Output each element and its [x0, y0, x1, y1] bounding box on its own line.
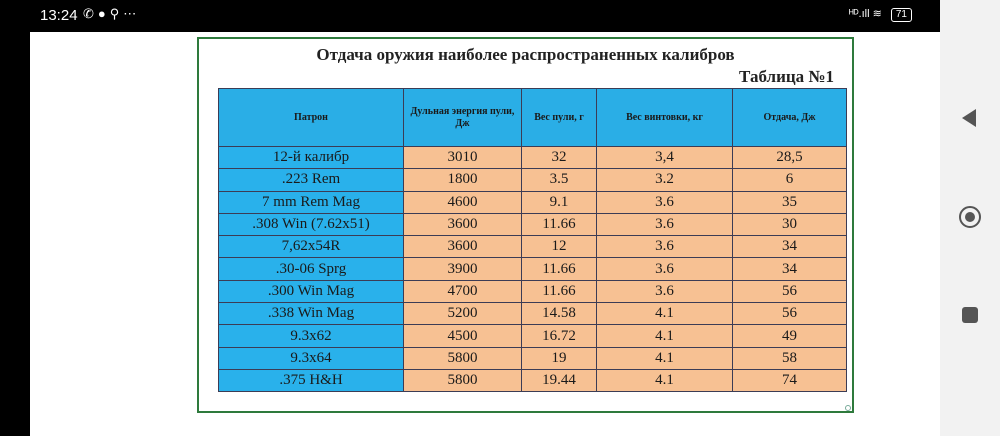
- back-icon[interactable]: [962, 109, 976, 127]
- value-cell: 4.1: [597, 369, 733, 391]
- embedded-table-image[interactable]: [197, 37, 854, 413]
- value-cell: 3.5: [522, 169, 597, 191]
- value-cell: 11.66: [522, 280, 597, 302]
- table-row: [219, 303, 847, 325]
- image-subtitle: Таблица №1: [739, 67, 834, 86]
- table-row: [219, 325, 847, 347]
- battery-icon: 71: [891, 8, 912, 22]
- value-cell: 14.58: [522, 303, 597, 325]
- wifi-icon: ≋: [872, 8, 882, 20]
- table-row: [219, 147, 847, 169]
- cartridge-cell: .338 Win Mag: [219, 303, 404, 325]
- value-cell: 1800: [404, 169, 522, 191]
- value-cell: 74: [733, 369, 847, 391]
- value-cell: 19.44: [522, 369, 597, 391]
- resize-handle-icon: [845, 405, 851, 411]
- table-row: [219, 236, 847, 258]
- message-icon: ●: [97, 6, 110, 21]
- cartridge-cell: .223 Rem: [219, 169, 404, 191]
- value-cell: 11.66: [522, 258, 597, 280]
- table-body: [219, 147, 847, 392]
- value-cell: 4700: [404, 280, 522, 302]
- value-cell: 11.66: [522, 213, 597, 235]
- value-cell: 3.6: [597, 280, 733, 302]
- whatsapp-icon: ✆: [83, 6, 98, 21]
- value-cell: 4.1: [597, 303, 733, 325]
- system-icons: [849, 7, 912, 22]
- column-header: Вес винтовки, кг: [597, 89, 733, 147]
- table-row: [219, 213, 847, 235]
- table-row: [219, 169, 847, 191]
- signal-icon: ᴴᴰ.ıll: [848, 8, 870, 20]
- value-cell: 5800: [404, 369, 522, 391]
- value-cell: 32: [522, 147, 597, 169]
- column-header: Дульная энергия пули, Дж: [404, 89, 522, 147]
- column-header: Отдача, Дж: [733, 89, 847, 147]
- value-cell: 49: [733, 325, 847, 347]
- value-cell: 4.1: [597, 347, 733, 369]
- value-cell: 3.6: [597, 236, 733, 258]
- value-cell: 3900: [404, 258, 522, 280]
- column-header: Патрон: [219, 89, 404, 147]
- value-cell: 3,4: [597, 147, 733, 169]
- cartridge-cell: .300 Win Mag: [219, 280, 404, 302]
- column-header: Вес пули, г: [522, 89, 597, 147]
- value-cell: 56: [733, 280, 847, 302]
- more-icon: ⋯: [123, 6, 141, 21]
- navigation-bar: [940, 0, 1000, 436]
- value-cell: 6: [733, 169, 847, 191]
- image-title: Отдача оружия наиболее распространенных калибров: [316, 45, 735, 64]
- value-cell: 12: [522, 236, 597, 258]
- value-cell: 3.6: [597, 213, 733, 235]
- value-cell: 34: [733, 258, 847, 280]
- value-cell: 5200: [404, 303, 522, 325]
- table-header-row: [219, 89, 847, 147]
- home-icon[interactable]: [959, 206, 981, 228]
- value-cell: 5800: [404, 347, 522, 369]
- table-row: [219, 258, 847, 280]
- table-row: [219, 280, 847, 302]
- value-cell: 16.72: [522, 325, 597, 347]
- value-cell: 35: [733, 191, 847, 213]
- value-cell: 4600: [404, 191, 522, 213]
- value-cell: 4500: [404, 325, 522, 347]
- table-row: [219, 369, 847, 391]
- status-time: 13:24: [40, 7, 78, 24]
- table-row: [219, 347, 847, 369]
- cartridge-cell: 12-й калибр: [219, 147, 404, 169]
- cartridge-cell: .30-06 Sprg: [219, 258, 404, 280]
- value-cell: 34: [733, 236, 847, 258]
- value-cell: 28,5: [733, 147, 847, 169]
- cartridge-cell: .375 H&H: [219, 369, 404, 391]
- value-cell: 4.1: [597, 325, 733, 347]
- search-icon: ⚲: [109, 6, 124, 21]
- value-cell: 56: [733, 303, 847, 325]
- value-cell: 3600: [404, 213, 522, 235]
- value-cell: 58: [733, 347, 847, 369]
- value-cell: 30: [733, 213, 847, 235]
- cartridge-cell: .308 Win (7.62x51): [219, 213, 404, 235]
- cartridge-cell: 7,62x54R: [219, 236, 404, 258]
- value-cell: 19: [522, 347, 597, 369]
- recent-apps-icon[interactable]: [962, 307, 978, 323]
- cartridge-cell: 9.3x64: [219, 347, 404, 369]
- status-bar: [0, 0, 940, 32]
- value-cell: 9.1: [522, 191, 597, 213]
- cartridge-cell: 9.3x62: [219, 325, 404, 347]
- value-cell: 3.6: [597, 191, 733, 213]
- table-row: [219, 191, 847, 213]
- cartridge-cell: 7 mm Rem Mag: [219, 191, 404, 213]
- value-cell: 3.2: [597, 169, 733, 191]
- value-cell: 3010: [404, 147, 522, 169]
- recoil-table: [218, 88, 847, 392]
- notification-icons: [83, 6, 140, 22]
- value-cell: 3.6: [597, 258, 733, 280]
- value-cell: 3600: [404, 236, 522, 258]
